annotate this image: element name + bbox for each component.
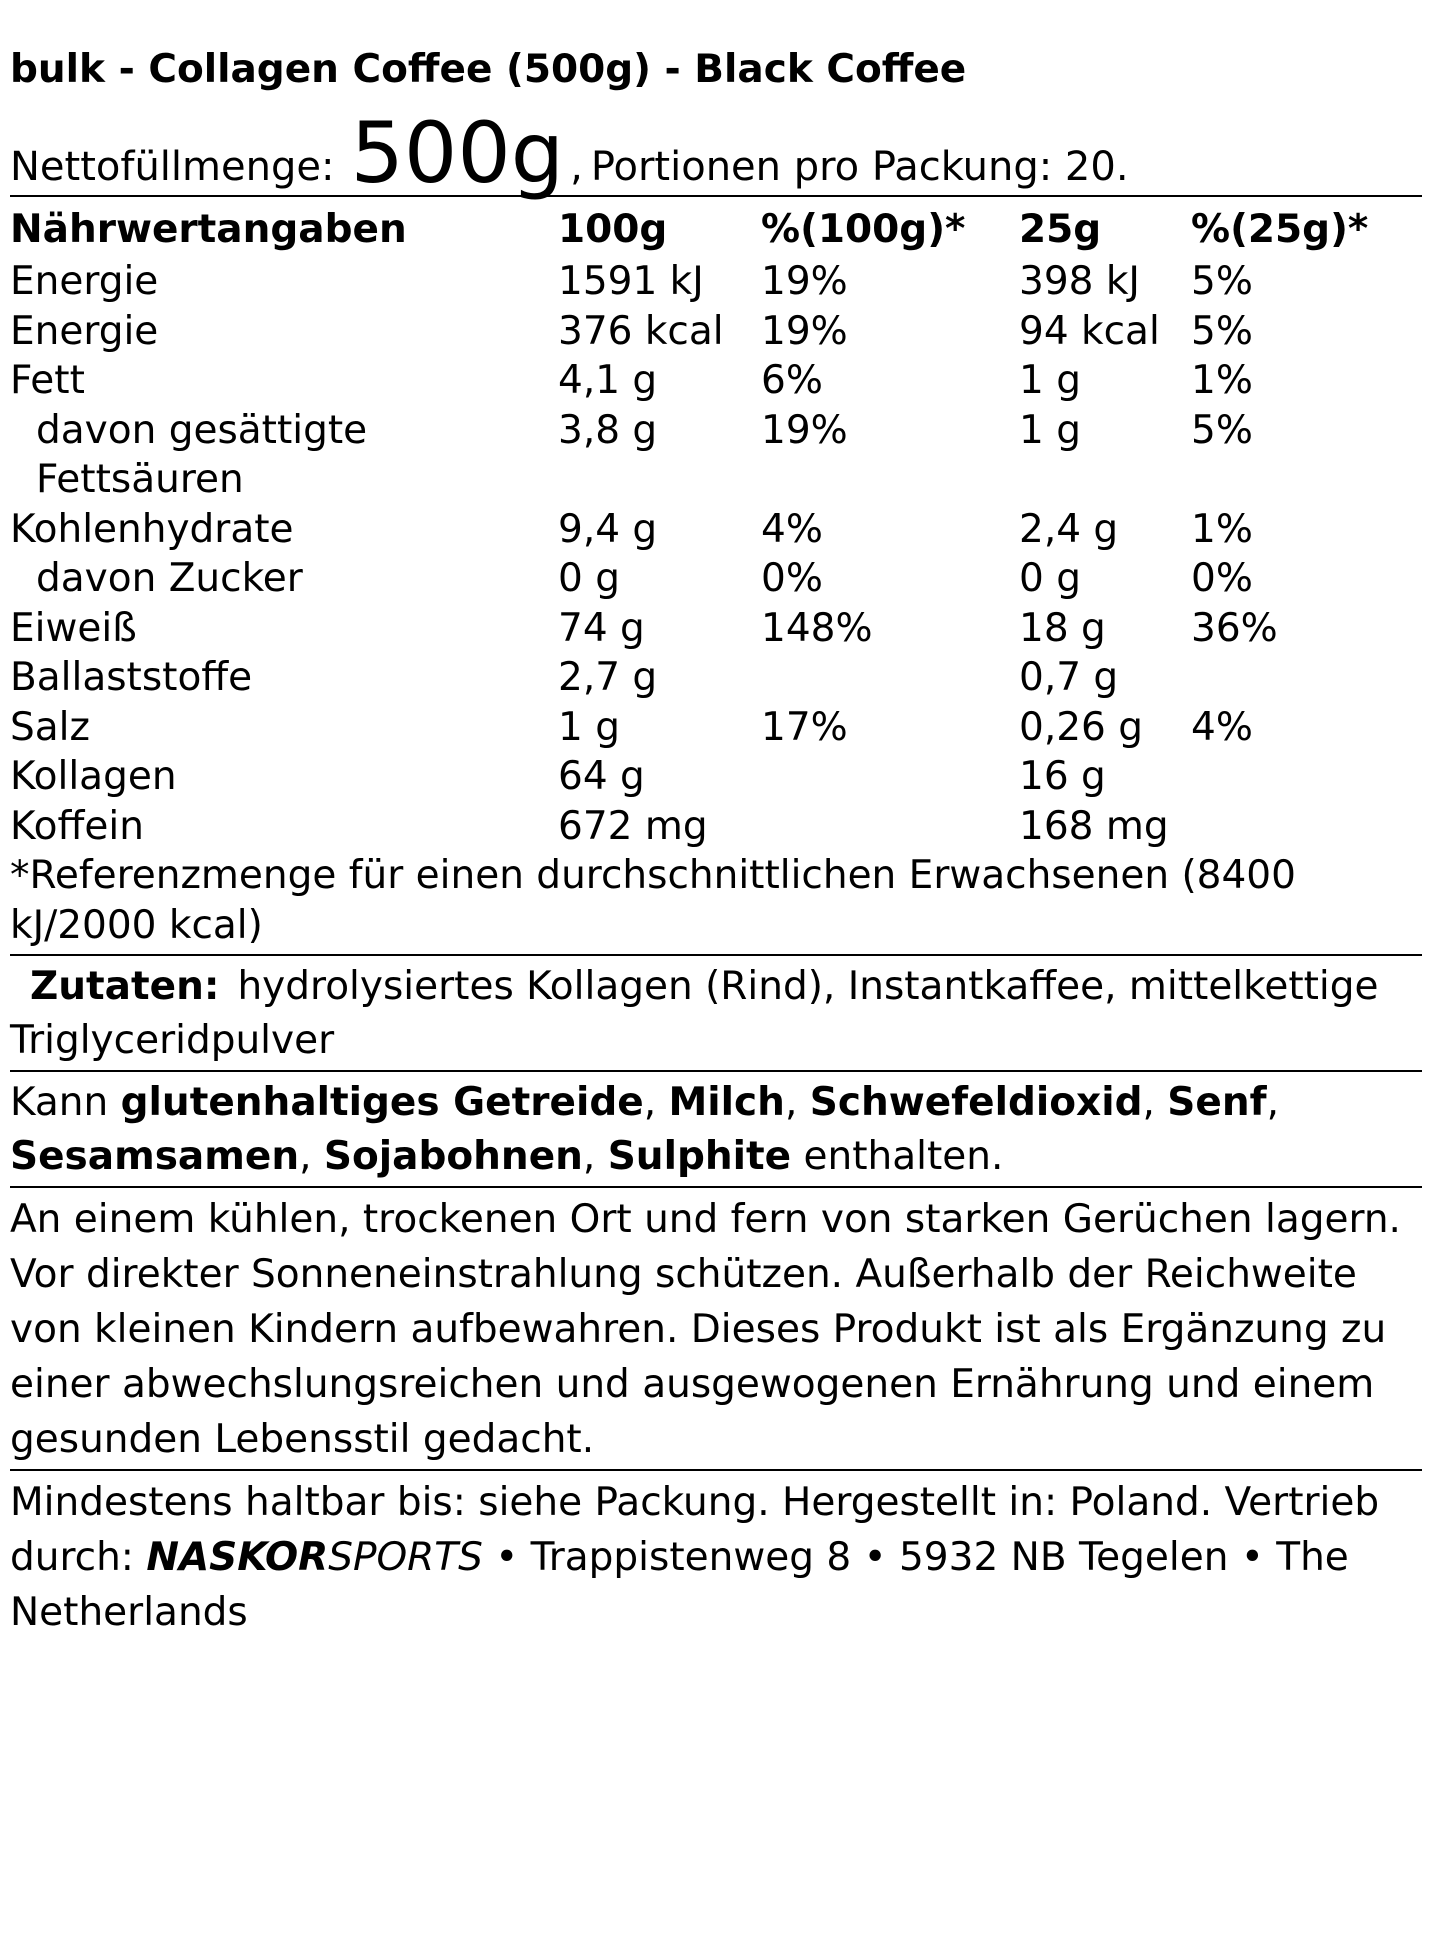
value-100g: 64 g: [558, 754, 645, 799]
product-title: bulk - Collagen Coffee (500g) - Black Coffee: [10, 47, 967, 92]
net-quantity-line: [10, 95, 1422, 202]
net-quantity-label: Nettofüllmenge:: [10, 144, 335, 190]
nutrient-name: Kollagen: [10, 754, 177, 799]
value-25g: 2,4 g: [1019, 506, 1119, 552]
table-row: [10, 802, 1422, 852]
header-nutrients: Nährwertangaben: [10, 206, 407, 252]
percent-100g: 0%: [761, 556, 823, 601]
value-25g: 1 g: [1019, 358, 1081, 403]
percent-25g: 1%: [1191, 358, 1253, 403]
value-100g: 672 mg: [558, 803, 708, 849]
storage-section: [10, 1188, 1422, 1469]
table-row: [10, 604, 1422, 654]
nutrient-name: davon Zucker: [36, 556, 303, 601]
storage-sentence: Vor direkter Sonneneinstrahlung schützen.: [10, 1252, 844, 1297]
table-row: [10, 653, 1422, 703]
value-25g: 0 g: [1019, 556, 1081, 601]
value-100g: 1 g: [558, 704, 620, 750]
brand-logo-light: SPORTS: [328, 1535, 483, 1580]
net-quantity-amount: 500g: [350, 104, 565, 202]
table-row: [10, 703, 1422, 753]
allergen-item: Sesamsamen: [10, 1134, 300, 1179]
header-percent-25g: %(25g)*: [1191, 206, 1369, 252]
reference-footnote: *Referenzmenge für einen durchschnittlichen Erwachsenen (8400 kJ/2000 kcal): [10, 853, 1296, 948]
percent-25g: 36%: [1191, 605, 1278, 651]
brand-logo-bold: NASKOR: [146, 1535, 329, 1580]
table-row: [10, 356, 1422, 406]
value-25g: 398 kJ: [1019, 259, 1140, 304]
percent-100g: [761, 752, 1019, 802]
table-row: [10, 505, 1422, 555]
percent-25g: [1191, 752, 1422, 802]
percent-100g: 6%: [761, 358, 823, 403]
percent-25g: 0%: [1191, 556, 1253, 601]
percent-100g: 19%: [761, 259, 848, 304]
percent-25g: [1191, 653, 1422, 703]
distributor-brand: [146, 1535, 482, 1580]
storage-sentence: Dieses Produkt ist als Ergänzung zu einer abwechslungsreichen und ausgewogenen Ernährung und einem gesunden Lebensstil gedacht.: [10, 1307, 1387, 1462]
percent-25g: [1191, 802, 1422, 852]
percent-100g: 148%: [761, 605, 873, 651]
table-row: [10, 752, 1422, 802]
nutrient-name: Energie: [10, 308, 159, 354]
nutrient-name: Koffein: [10, 803, 144, 849]
footer-section: [10, 1471, 1422, 1642]
table-row: [10, 406, 1422, 505]
table-row: [10, 257, 1422, 307]
value-100g: 0 g: [558, 556, 620, 601]
value-100g: 2,7 g: [558, 655, 658, 700]
distributor-address: • Trappistenweg 8 • 5932 NB Tegelen • The Netherlands: [10, 1535, 1349, 1635]
percent-100g: [761, 653, 1019, 703]
value-25g: 1 g: [1019, 407, 1081, 453]
made-in-value: Poland.: [1069, 1480, 1213, 1525]
allergen-item: Sojabohnen: [323, 1134, 583, 1179]
allergen-item: Schwefeldioxid: [809, 1080, 1143, 1125]
nutrition-label: [10, 0, 1422, 1642]
nutrition-table-header-row: [10, 201, 1422, 257]
allergens-section: Kann glutenhaltiges Getreide, Milch, Schwefeldioxid, Senf, Sesamsamen, Sojabohnen, Sulphite enthalten.: [10, 1080, 1279, 1179]
nutrient-name: Ballaststoffe: [10, 655, 253, 700]
value-25g: 16 g: [1019, 754, 1106, 799]
servings-value: 20.: [1064, 144, 1129, 190]
distributor-label: Vertrieb durch:: [10, 1480, 1380, 1580]
net-quantity-comma: ,: [570, 144, 583, 190]
allergens-suffix: enthalten.: [803, 1134, 1004, 1179]
percent-100g: [761, 802, 1019, 852]
ingredients-label: Zutaten:: [30, 964, 220, 1009]
percent-25g: 5%: [1191, 308, 1253, 354]
header-percent-100g: %(100g)*: [761, 206, 966, 252]
value-25g: 18 g: [1019, 605, 1106, 651]
percent-100g: 17%: [761, 704, 848, 750]
made-in-label: Hergestellt in:: [782, 1480, 1058, 1525]
percent-25g: 5%: [1191, 259, 1253, 304]
nutrient-name: Kohlenhydrate: [10, 506, 294, 552]
nutrition-table: [10, 201, 1422, 851]
ingredients-text: hydrolysiertes Kollagen (Rind), Instantkaffee, mittelkettige Triglyceridpulver: [10, 964, 1379, 1063]
best-before-value: siehe Packung.: [478, 1480, 770, 1525]
nutrient-name: Energie: [10, 259, 159, 304]
value-100g: 3,8 g: [558, 407, 658, 453]
value-100g: 1591 kJ: [558, 259, 704, 304]
ingredients-section: [10, 956, 1422, 1070]
nutrient-name: Fett: [10, 358, 85, 403]
table-row: [10, 307, 1422, 357]
percent-25g: 1%: [1191, 506, 1253, 552]
value-25g: 168 mg: [1019, 803, 1169, 849]
servings-label: Portionen pro Packung:: [590, 144, 1053, 190]
table-row: [10, 554, 1422, 604]
header-per-25g: 25g: [1019, 206, 1102, 252]
storage-sentence: Außerhalb der Reichweite von kleinen Kindern aufbewahren.: [10, 1252, 1357, 1352]
best-before-label: Mindestens haltbar bis:: [10, 1480, 466, 1525]
percent-100g: 19%: [761, 308, 848, 354]
nutrient-name: Eiweiß: [10, 605, 137, 651]
value-100g: 9,4 g: [558, 506, 658, 552]
value-100g: 376 kcal: [558, 308, 724, 354]
storage-sentence: An einem kühlen, trockenen Ort und fern von starken Gerüchen lagern.: [10, 1197, 1401, 1242]
allergen-item: Milch: [668, 1080, 785, 1125]
value-25g: 0,7 g: [1019, 655, 1119, 700]
value-100g: 74 g: [558, 605, 645, 651]
allergen-item: glutenhaltiges Getreide: [120, 1080, 644, 1125]
allergen-item: Senf: [1167, 1080, 1267, 1125]
nutrient-name: davon gesättigte Fettsäuren: [36, 407, 368, 502]
allergens-prefix: Kann: [10, 1080, 109, 1125]
percent-25g: 5%: [1191, 407, 1253, 453]
header-per-100g: 100g: [558, 206, 668, 252]
value-100g: 4,1 g: [558, 358, 658, 403]
percent-100g: 19%: [761, 407, 848, 453]
value-25g: 0,26 g: [1019, 704, 1143, 750]
nutrient-name: Salz: [10, 704, 90, 750]
percent-25g: 4%: [1191, 704, 1253, 750]
percent-100g: 4%: [761, 506, 823, 552]
value-25g: 94 kcal: [1019, 308, 1160, 354]
allergen-item: Sulphite: [607, 1134, 792, 1179]
